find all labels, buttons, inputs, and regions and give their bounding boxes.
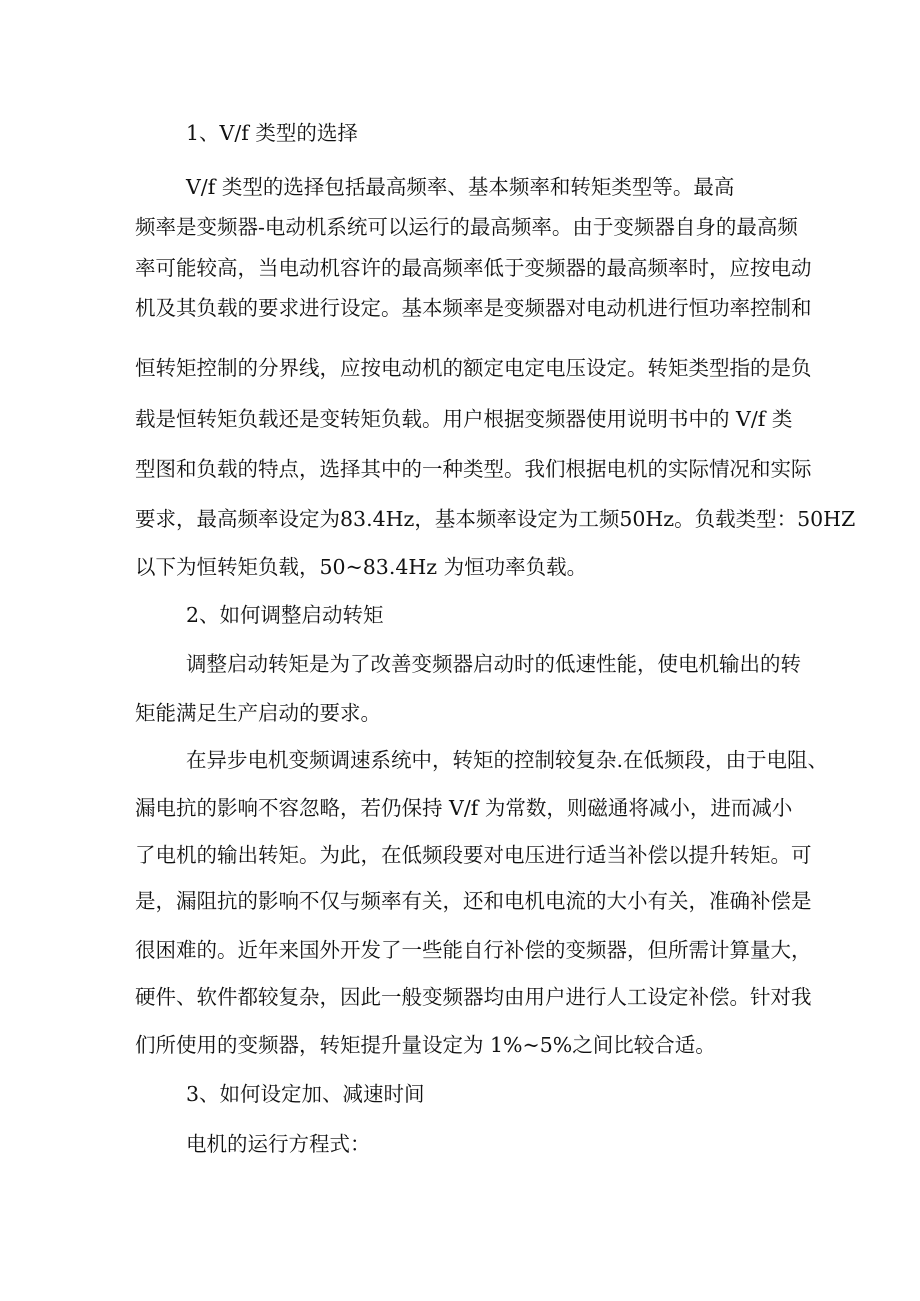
section-1-para-1-line-9: 以下为恒转矩负载，50~83.4Hz 为恒功率负载。 — [135, 555, 588, 579]
section-2-para-1-line-2: 矩能满足生产启动的要求。 — [135, 701, 381, 725]
section-1-para-1-line-1: V/f 类型的选择包括最高频率、基本频率和转矩类型等。最高 — [186, 175, 735, 199]
section-1-para-1-line-8: 要求，最高频率设定为83.4Hz，基本频率设定为工频50Hz。负载类型：50HZ — [135, 507, 856, 531]
section-1-para-1-line-7: 型图和负载的特点，选择其中的一种类型。我们根据电机的实际情况和实际 — [135, 457, 812, 481]
section-1-heading: 1、V/f 类型的选择 — [186, 121, 358, 145]
section-1-para-1-line-2: 频率是变频器-电动机系统可以运行的最高频率。由于变频器自身的最高频 — [135, 215, 798, 239]
section-1-para-1-line-4: 机及其负载的要求进行设定。基本频率是变频器对电动机进行恒功率控制和 — [135, 296, 812, 320]
section-2-heading: 2、如何调整启动转矩 — [186, 603, 384, 627]
section-2-para-2-line-7: 们所使用的变频器，转矩提升量设定为 1%~5%之间比较合适。 — [135, 1033, 716, 1057]
section-2-para-2-line-6: 硬件、软件都较复杂，因此一般变频器均由用户进行人工设定补偿。针对我 — [135, 985, 812, 1009]
section-1-para-1-line-5: 恒转矩控制的分界线，应按电动机的额定电定电压设定。转矩类型指的是负 — [135, 356, 812, 380]
section-2-para-1-line-1: 调整启动转矩是为了改善变频器启动时的低速性能，使电机输出的转 — [186, 652, 801, 676]
section-2-para-2-line-3: 了电机的输出转矩。为此，在低频段要对电压进行适当补偿以提升转矩。可 — [135, 843, 812, 867]
section-3-para-1-line-1: 电机的运行方程式： — [186, 1132, 371, 1156]
section-2-para-2-line-4: 是，漏阻抗的影响不仅与频率有关，还和电机电流的大小有关，准确补偿是 — [135, 889, 812, 913]
section-3-heading: 3、如何设定加、减速时间 — [186, 1082, 425, 1106]
section-2-para-2-line-1: 在异步电机变频调速系统中，转矩的控制较复杂.在低频段，由于电阻、 — [186, 748, 829, 772]
section-1-para-1-line-6: 载是恒转矩负载还是变转矩负载。用户根据变频器使用说明书中的 V/f 类 — [135, 407, 793, 431]
section-2-para-2-line-5: 很困难的。近年来国外开发了一些能自行补偿的变频器，但所需计算量大， — [135, 938, 812, 962]
section-1-para-1-line-3: 率可能较高，当电动机容许的最高频率低于变频器的最高频率时，应按电动 — [135, 256, 812, 280]
section-2-para-2-line-2: 漏电抗的影响不容忽略，若仍保持 V/f 为常数，则磁通将减小，进而减小 — [135, 796, 793, 820]
